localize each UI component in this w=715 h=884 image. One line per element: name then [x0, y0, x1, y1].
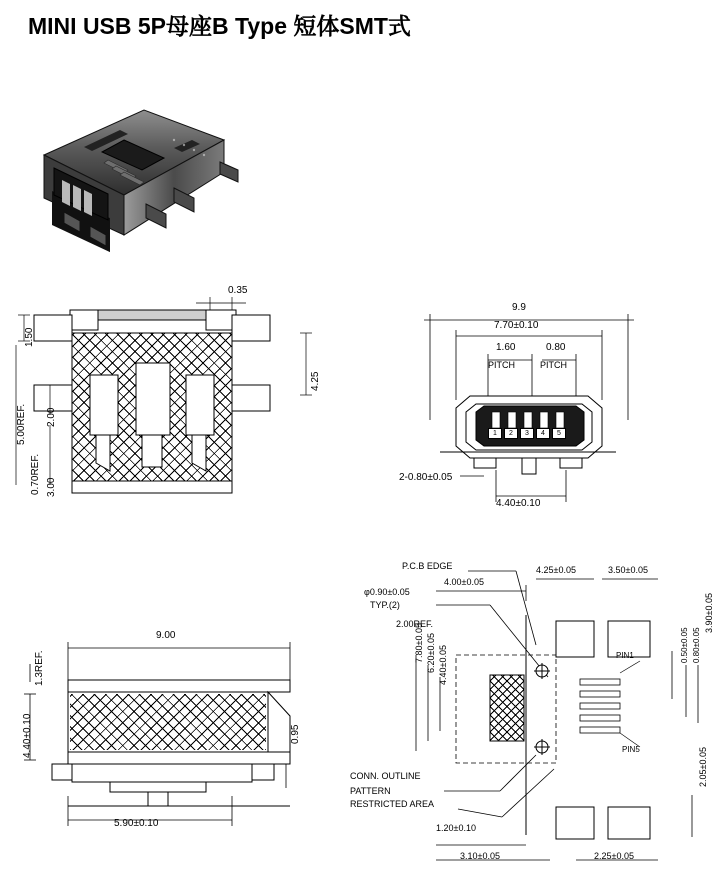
label-pin1: PIN1: [616, 651, 634, 660]
dim-3-50: 3.50±0.05: [608, 565, 648, 575]
dim-2-00: 2.00: [46, 407, 57, 427]
dim-0-95: 0.95: [290, 724, 301, 744]
mini-usb-connector-photo: [24, 100, 239, 265]
dim-1-20: 1.20±0.10: [436, 823, 476, 833]
dim-2-080: 2-0.80±0.05: [399, 472, 453, 483]
label-pitch-1: PITCH: [488, 360, 515, 370]
label-pin5: PIN5: [622, 745, 640, 754]
label-pcb-edge: P.C.B EDGE: [402, 561, 453, 571]
label-hole-dia: φ0.90±0.05: [364, 587, 410, 597]
dim-3-10: 3.10±0.05: [460, 851, 500, 861]
pin-5: 5: [552, 428, 566, 439]
dim-0-50: 0.50±0.05: [680, 627, 689, 663]
dim-9-9: 9.9: [512, 302, 526, 313]
dim-5-90: 5.90±0.10: [114, 818, 159, 829]
pin-4: 4: [536, 428, 550, 439]
dim-2-25: 2.25±0.05: [594, 851, 634, 861]
front-view: [400, 300, 700, 540]
label-pitch-2: PITCH: [540, 360, 567, 370]
page-title: MINI USB 5P母座B Type 短体SMT式: [28, 13, 411, 39]
pcb-layout-view: [340, 555, 715, 880]
dim-5-00ref: 5.00REF.: [16, 403, 27, 445]
dim-0-80: 0.80: [546, 342, 566, 353]
label-restricted-area: RESTRICTED AREA: [350, 799, 435, 809]
dim-4-25: 4.25: [310, 371, 321, 391]
pin-2: 2: [504, 428, 518, 439]
dim-4-25: 4.25±0.05: [536, 565, 576, 575]
pin-3: 3: [520, 428, 534, 439]
dim-4-00: 4.00±0.05: [444, 577, 484, 587]
dim-3-00: 3.00: [46, 477, 57, 497]
label-conn-outline: CONN. OUTLINE: [350, 771, 421, 781]
dim-4-40: 4.40±0.10: [22, 713, 33, 758]
label-pattern: PATTERN: [350, 786, 391, 796]
dim-4-40: 4.40±0.10: [496, 498, 541, 509]
dim-9-00: 9.00: [156, 630, 176, 641]
dim-0-35: 0.35: [228, 285, 248, 296]
dim-4-40-pcb: 4.40±0.05: [438, 645, 448, 685]
dim-7-70: 7.70±0.10: [494, 320, 539, 331]
dim-1-60: 1.60: [496, 342, 516, 353]
dim-3-90: 3.90±0.05: [704, 593, 714, 633]
dim-7-80: 7.80±0.05: [414, 623, 424, 663]
side-section-view: [10, 285, 340, 545]
side-view: [10, 620, 330, 860]
label-typ-2: TYP.(2): [370, 600, 400, 610]
dim-2-05: 2.05±0.05: [698, 747, 708, 787]
dim-1-3ref: 1.3REF.: [34, 650, 45, 686]
dim-0-70ref: 0.70REF.: [30, 453, 41, 495]
dim-2-00ref: 2.00REF.: [396, 619, 434, 629]
pin-1: 1: [488, 428, 502, 439]
dim-6-20: 6.20±0.05: [426, 633, 436, 673]
dim-1-50: 1.50: [24, 327, 35, 347]
dim-0-80-pcb: 0.80±0.05: [692, 627, 701, 663]
